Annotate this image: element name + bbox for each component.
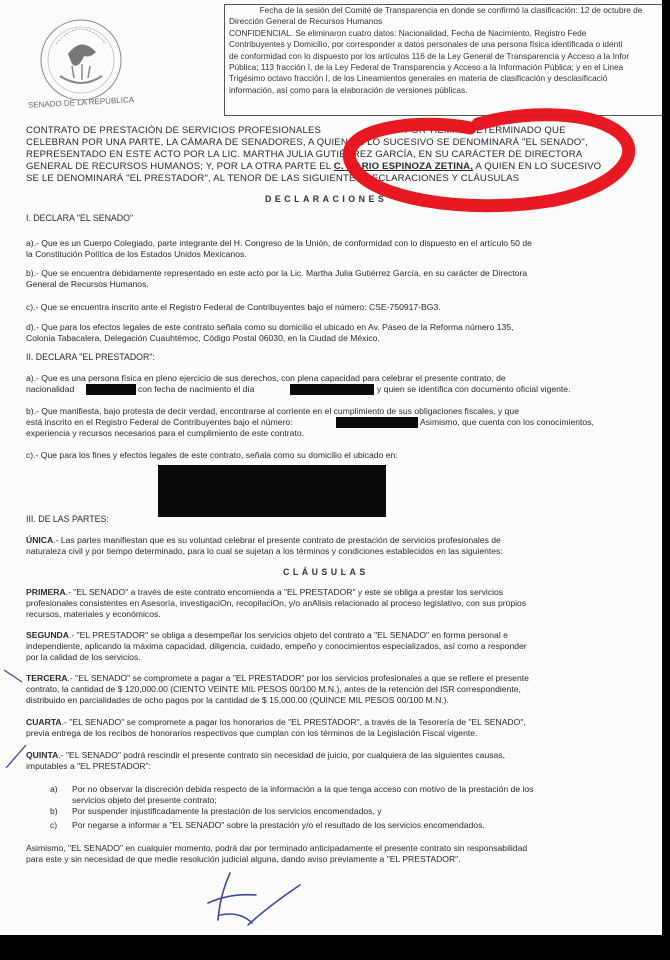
cause-item: Por suspender injustificadamente la prestación de los servicios encomendados, y	[72, 806, 382, 816]
signature-scribble	[190, 865, 310, 935]
senado-b-line: b).- Que se encuentra debidamente representado en este acto por la Lic. Martha Julia Gutiérrez García, en su carácter de Directora	[26, 268, 528, 278]
clause-line: previa entrega de los recibos de honorarios respectivos que cumplan con los términos de la Legislación Fiscal vigente.	[26, 728, 478, 738]
partes-line	[26, 535, 501, 546]
intro-line-5: SE LE DENOMINARÁ "EL PRESTADOR", AL TENOR DE LAS SIGUIENTES DECLARACIONES Y CLÁUSULAS	[26, 173, 520, 184]
cause-item: Por negarse a informar a "EL SENADO" sobre la prestación y/o el resultado de los servicios encomendados.	[72, 820, 485, 830]
legend-line: de conformidad con lo dispuesto por los artículos 116 de la Ley General de Transparencia y Acceso a la Infor	[229, 50, 630, 61]
prestador-a-line: a).- Que es una persona física en pleno ejercicio de sus derechos, con plena capacidad para celebrar el presente contrato, de	[26, 373, 506, 383]
margin-pen-mark	[0, 650, 30, 780]
cause-letter: b)	[50, 806, 58, 816]
legend-line: Contribuyentes y Domicilio, por corresponder a datos personales de una persona física identificada o identi	[229, 39, 623, 50]
clause-cuarta	[26, 717, 526, 728]
clause-line: distribuido en parcialidades de ocho pagos por la cantidad de $ 15,000.00 (QUINCE MIL PESOS 00/100 M.N.).	[26, 695, 449, 705]
senado-c-line: c).- Que se encuentra inscrito ante el Registro Federal de Contribuyentes bajo el número: CSE-750917-BG3.	[26, 302, 441, 312]
clause-line: profesionales consistentes en Asesoría, investigaciOn, recopilaciOn, y/o anAlisis relacionado al proceso legislativo, con sus propios	[26, 598, 527, 608]
classification-legend	[224, 4, 662, 116]
legend-line: Trigésimo octavo fracción I, de los Lineamientos generales en materia de clasificación y desclasificació	[229, 73, 608, 84]
prestador-a-text: con fecha de nacimiento el día	[138, 384, 255, 394]
contractor-name: C. MARIO ESPINOZA ZETINA,	[333, 161, 474, 172]
intro-line-3: REPRESENTADO EN ESTE ACTO POR LA LIC. MARTHA JULIA GUTIÉRREZ GARCÍA, EN SU CARÁCTER DE DIRECTORA	[26, 149, 583, 160]
prestador-b-text: Asimismo, que cuenta con los conocimientos,	[420, 417, 594, 427]
intro-line-1	[26, 125, 636, 137]
intro-text: GENERAL DE RECURSOS HUMANOS; Y, POR LA OTRA PARTE EL	[26, 161, 331, 172]
unica-label: ÚNICA	[26, 535, 54, 545]
cause-item: Por no observar la discreción debida respecto de la información a la que tenga acceso con motivo de la prestación de los	[72, 784, 534, 794]
clause-tercera	[26, 673, 529, 684]
intro-text: A QUIEN EN LO SUCESIVO	[475, 161, 602, 172]
clause-text: .- "EL SENADO" se compromete a pagar los honorarios de "EL PRESTADOR", a través de la Tesorería de "EL SENADO",	[61, 717, 526, 727]
clause-line: recursos, materiales y económicos.	[26, 609, 161, 619]
partes-line: naturaleza civil y por tiempo determinado, para lo cual se sujetan a los términos y condiciones establecidos en las siguientes:	[26, 546, 503, 556]
clause-text: .- "EL PRESTADOR" se obliga a desempeñar los servicios objeto del contrato a "EL SENADO" en forma personal e	[68, 630, 508, 640]
final-line: Asimismo, "EL SENADO" en cualquier momento, podrá dar por terminado anticipadamente el presente contrato sin responsabilidad	[26, 843, 528, 853]
prestador-b-line: experiencia y recursos necesarios para el cumplimiento de este contrato.	[26, 428, 305, 438]
cause-letter: c)	[50, 820, 58, 830]
cause-letter: a)	[50, 784, 58, 794]
legend-line: Fecha de la sesión del Comité de Transparencia en donde se confirmó la clasificación: 12 de octubre de	[259, 5, 643, 15]
clause-line: por la calidad de los servicios.	[26, 652, 141, 662]
intro-text: CONTRATO DE PRESTACIÓN DE SERVICIOS PROFESIONALES	[26, 125, 322, 136]
prestador-c-line: c).- Que para los fines y efectos legales de este contrato, señala como su domicilio el ubicado en:	[26, 450, 398, 460]
intro-text: POR TIEMPO DETERMINADO QUE	[404, 125, 566, 136]
redaction-block	[336, 417, 418, 428]
senado-d-line: d).- Que para los efectos legales de este contrato señala como su domicilio el ubicado en Av. Paseo de la Reforma número 135,	[26, 322, 514, 332]
prestador-a-text: y quien se identifica con documento oficial vigente.	[377, 384, 571, 394]
clause-segunda	[26, 630, 508, 641]
clause-line: contrato, la cantidad de $ 120,000.00 (CIENTO VEINTE MIL PESOS 00/100 M.N.), antes de la retención del ISR correspondiente,	[26, 684, 521, 694]
intro-line-4	[26, 161, 638, 173]
clause-label: SEGUNDA	[26, 630, 69, 640]
legend-line: Dirección General de Recursos Humanos	[229, 16, 383, 27]
legend-line: Pública; 113 fracción I, de la Ley Federal de Transparencia y Acceso a la Información Pública; y en el Linea	[229, 62, 624, 73]
section-heading: II. DECLARA "EL PRESTADOR":	[26, 352, 155, 362]
clause-label: QUINTA	[26, 750, 59, 760]
final-line: para este y sin necesidad de que medie resolución judicial alguna, dando aviso previamente a "EL PRESTADOR".	[26, 854, 461, 864]
clause-primera	[26, 587, 503, 598]
clause-quinta	[26, 750, 505, 761]
senado-d-line: Colonia Tabacalera, Delegación Cuauhtémoc, Código Postal 06030, en la Ciudad de México.	[26, 333, 380, 343]
clause-text: .- "EL SENADO" podrá rescindir el presente contrato sin necesidad de juicio, por cualquiera de las siguientes causas,	[58, 750, 506, 760]
clause-line: imputables a "EL PRESTADOR":	[26, 761, 152, 771]
partes-text: .- Las partes manifiestan que es su voluntad celebrar el presente contrato de prestación de servicios profesionales de	[53, 535, 501, 545]
senado-b-line: General de Recursos Humanos.	[26, 279, 149, 289]
prestador-a-text: nacionalidad	[26, 384, 75, 394]
clause-text: .- "EL SENADO" a través de este contrato encomienda a "EL PRESTADOR" y este se obliga a prestar los servicios	[65, 587, 504, 597]
clausulas-heading: CLÁUSULAS	[283, 567, 369, 577]
seal-caption: SENADO DE LA REPÚBLICA	[27, 95, 135, 110]
senado-a-line: a).- Que es un Cuerpo Colegiado, parte integrante del H. Congreso de la Unión, de conformidad con lo dispuesto en el artículo 50 de	[26, 238, 532, 248]
legend-line: información, así como para la elaboración de versiones públicas.	[229, 84, 468, 95]
prestador-b-text: está inscrito en el Registro Federal de Contribuyentes bajo el número:	[26, 417, 293, 427]
legend-line: CONFIDENCIAL. Se eliminaron cuatro datos: Nacionalidad, Fecha de Nacimiento, Registro Fede	[229, 27, 587, 38]
cause-item: servicios objeto del presente contrato;	[72, 795, 217, 805]
redaction-block	[86, 384, 136, 395]
declaraciones-heading: DECLARACIONES	[265, 194, 388, 204]
clause-line: independiente, aplicando la máxima capacidad, diligencia, cuidado, empeño y conocimientos especializados, así como a responder	[26, 641, 527, 651]
intro-line-2: CELEBRAN POR UNA PARTE, LA CÁMARA DE SENADORES, A QUIEN EN LO SUCESIVO SE DENOMINARÁ "EL SENADO",	[26, 137, 588, 148]
clause-label: TERCERA	[26, 673, 68, 683]
clause-label: CUARTA	[26, 717, 62, 727]
section-heading: III. DE LAS PARTES:	[26, 514, 109, 524]
redaction-block	[290, 384, 374, 395]
senado-a-line: la Constitución Política de los Estados Unidos Mexicanos.	[26, 249, 247, 259]
prestador-b-line: b).- Que manifiesta, bajo protesta de decir verdad, encontrarse al corriente en el cumplimiento de sus obligaciones fiscales, y que	[26, 406, 519, 416]
clause-text: .- "EL SENADO" se compromete a pagar a "EL PRESTADOR" por los servicios profesionales a que se refiere el presente	[67, 673, 529, 683]
section-heading: I. DECLARA "EL SENADO"	[26, 213, 134, 223]
clause-label: PRIMERA	[26, 587, 66, 597]
redacted-address	[158, 465, 386, 517]
